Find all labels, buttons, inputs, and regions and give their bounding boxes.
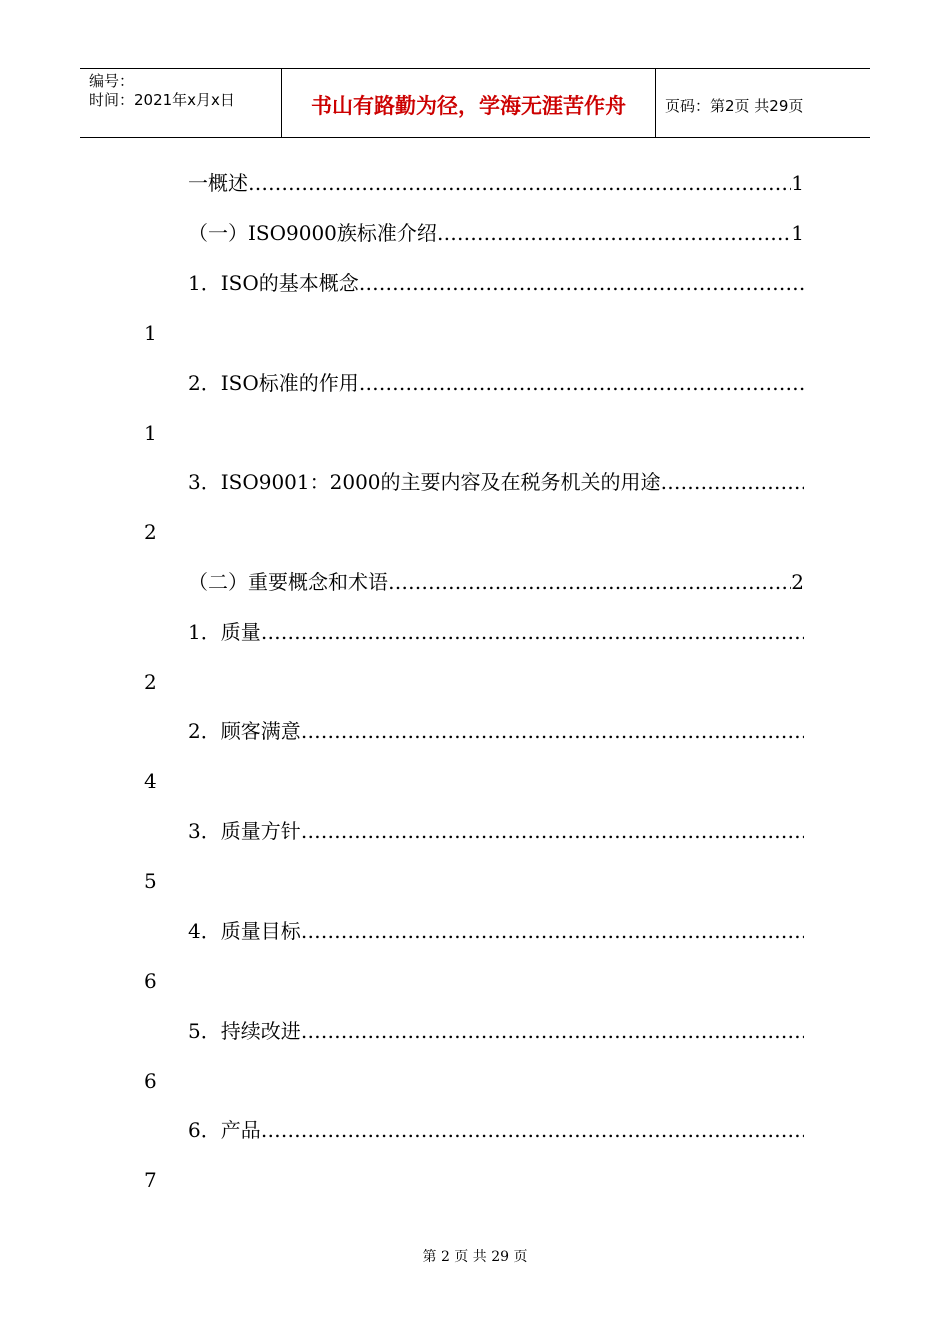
toc-entry-title: （一）ISO9000族标准介绍 [188, 221, 437, 245]
toc-leader-dots [359, 370, 804, 396]
toc-entry-page: 1 [144, 321, 157, 345]
toc-entry-title: 3．质量方针 [188, 819, 301, 843]
toc-entry-page: 6 [144, 969, 157, 993]
toc-entry-title: 1．ISO的基本概念 [188, 271, 359, 295]
toc-entry-title: 1．质量 [188, 620, 261, 644]
toc-entry-title: 4．质量目标 [188, 919, 301, 943]
toc-leader-dots [388, 569, 791, 595]
toc-entry-title: （二）重要概念和术语 [188, 570, 388, 594]
toc-entry[interactable] [188, 569, 804, 595]
toc-entry-page: 1 [791, 171, 804, 195]
toc-leader-dots [301, 1018, 804, 1044]
toc-entry-page: 2 [144, 520, 157, 544]
toc-entry-page: 2 [144, 670, 157, 694]
toc-entry[interactable] [188, 718, 804, 744]
toc-leader-dots [359, 270, 804, 296]
toc-entry-title: 3．ISO9001：2000的主要内容及在税务机关的用途 [188, 470, 661, 494]
toc-leader-dots [301, 818, 804, 844]
header-meta [80, 69, 282, 137]
toc-entry-title: 一概述 [188, 171, 248, 195]
toc-entry-title: 2．ISO标准的作用 [188, 371, 359, 395]
toc-entry[interactable] [188, 270, 804, 296]
toc-entry[interactable] [188, 1117, 804, 1143]
header-motto: 书山有路勤为径，学海无涯苦作舟 [282, 69, 656, 137]
document-time: 时间：2021年x月x日 [89, 91, 235, 109]
toc-entry-title: 2．顾客满意 [188, 719, 301, 743]
toc-leader-dots [301, 718, 804, 744]
toc-entry-page: 4 [144, 769, 157, 793]
header-page-info: 页码：第2页 共29页 [665, 96, 804, 115]
toc-entry[interactable] [188, 619, 804, 645]
toc-entry[interactable] [188, 918, 804, 944]
page-header [80, 68, 870, 138]
toc-leader-dots [261, 619, 804, 645]
toc-entry[interactable] [188, 220, 804, 246]
toc-entry-title: 5．持续改进 [188, 1019, 301, 1043]
toc-entry[interactable] [188, 1018, 804, 1044]
toc-entry-page: 5 [144, 869, 157, 893]
page-footer: 第 2 页 共 29 页 [422, 1249, 528, 1265]
toc-entry[interactable] [188, 170, 804, 196]
toc-entry-page: 6 [144, 1069, 157, 1093]
toc-entry-page: 1 [791, 221, 804, 245]
toc-entry[interactable] [188, 370, 804, 396]
toc-leader-dots [661, 469, 804, 495]
toc-entry-page: 1 [144, 421, 157, 445]
toc-leader-dots [437, 220, 791, 246]
toc-entry-page: 2 [791, 570, 804, 594]
document-number-label: 编号： [89, 72, 135, 90]
toc-leader-dots [248, 170, 791, 196]
toc-entry-title: 6．产品 [188, 1118, 261, 1142]
toc-leader-dots [261, 1117, 804, 1143]
toc-entry-page: 7 [144, 1168, 157, 1192]
toc-entry[interactable] [188, 818, 804, 844]
toc-leader-dots [301, 918, 804, 944]
toc-entry[interactable] [188, 469, 804, 495]
